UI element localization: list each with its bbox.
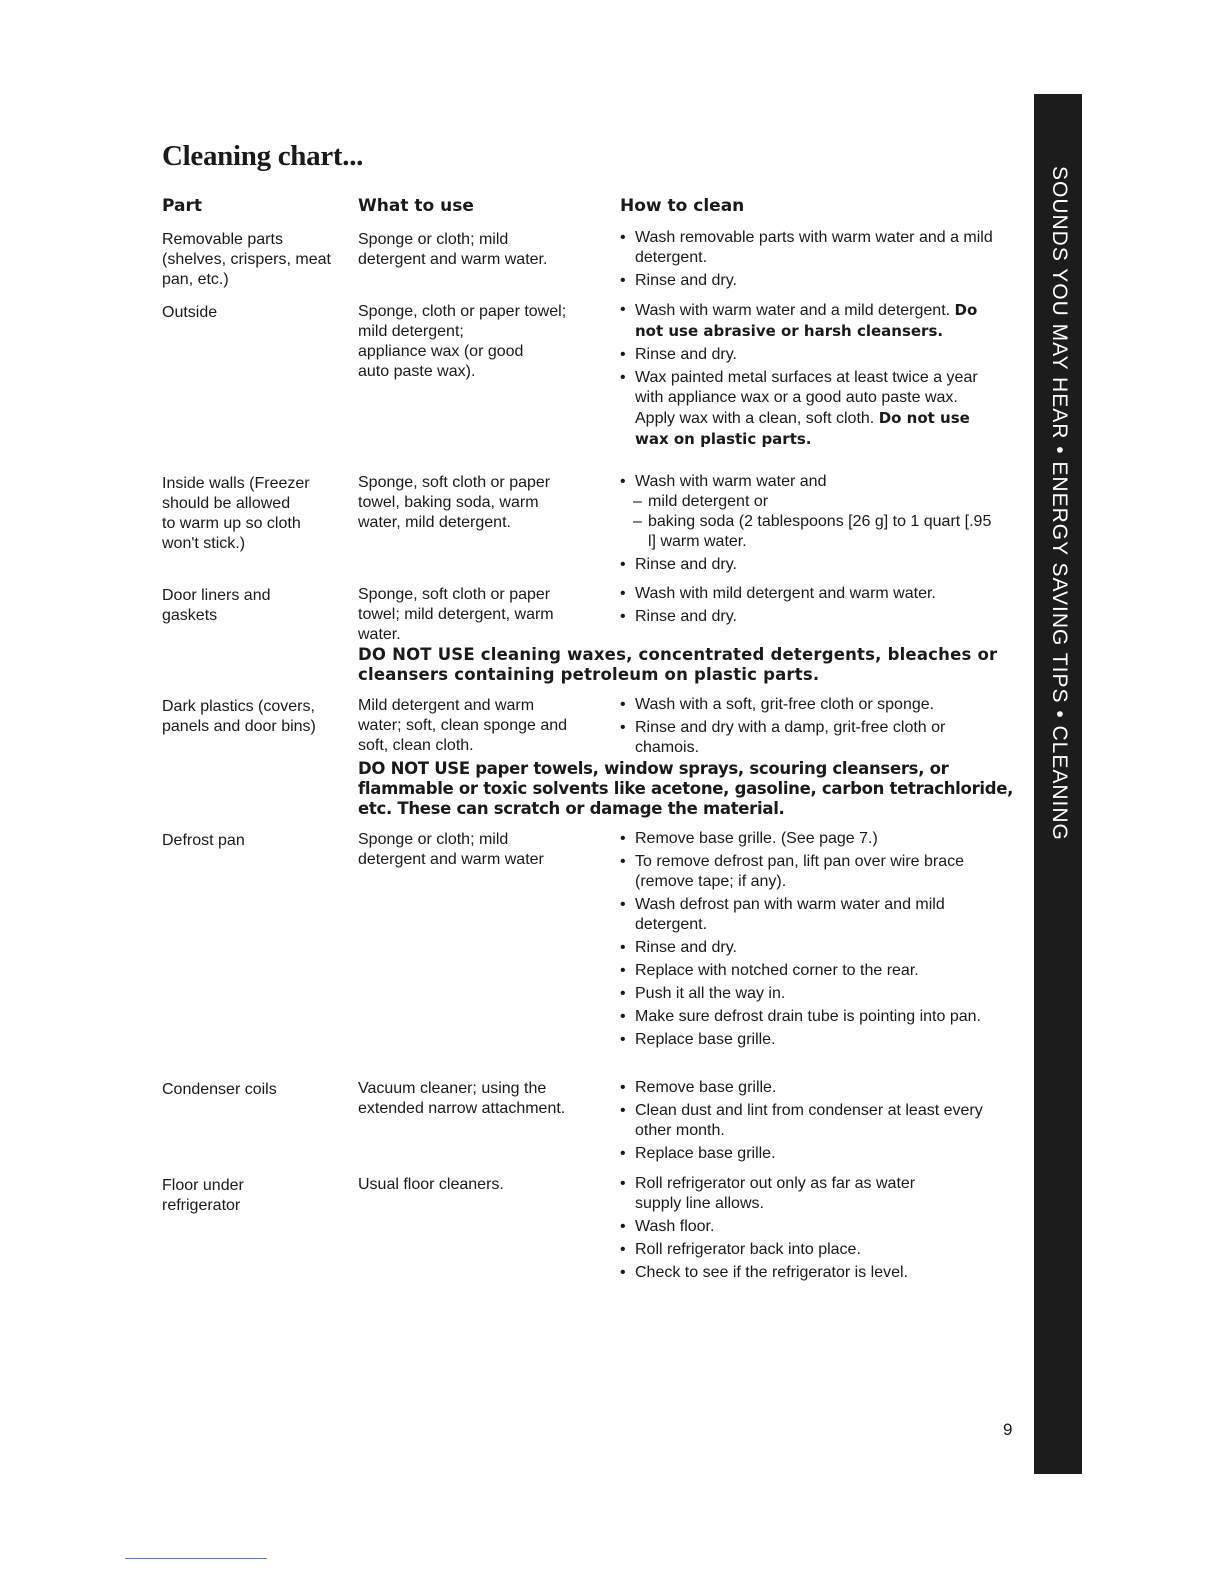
list-item: • Clean dust and lint from condenser at least every other month. — [620, 1101, 985, 1141]
column-header-part: Part — [162, 196, 202, 216]
how-outside — [620, 300, 1000, 453]
list-item: • Wash removable parts with warm water and a mild detergent. — [620, 228, 1000, 268]
part-outside: Outside — [162, 304, 218, 321]
how-door-liners — [620, 584, 1000, 630]
how-removable-parts — [620, 228, 1000, 294]
list-item: • Rinse and dry. — [620, 555, 1000, 575]
use-condenser-coils: Vacuum cleaner; using the extended narrow attachment. — [358, 1080, 566, 1117]
list-item: • Roll refrigerator back into place. — [620, 1240, 965, 1260]
list-item: • Wax painted metal surfaces at least twice a year with appliance wax or a good auto paste wax. Apply wax with a clean, soft cloth. Do not use wax on plastic parts. — [620, 368, 1000, 450]
part-door-liners: Door liners and gaskets — [162, 587, 271, 624]
column-header-how-to-clean: How to clean — [620, 196, 745, 216]
how-defrost-pan — [620, 829, 985, 1053]
footer-rule — [125, 1558, 267, 1559]
section-tab-label: SOUNDS YOU MAY HEAR • ENERGY SAVING TIPS • CLEANING — [1048, 166, 1071, 841]
list-item: • Rinse and dry. — [620, 938, 985, 958]
warning-plastic-parts: DO NOT USE cleaning waxes, concentrated detergents, bleaches or cleansers containing petroleum on plastic parts. — [358, 645, 998, 684]
how-floor-under-refrigerator — [620, 1174, 965, 1286]
list-item: • Rinse and dry with a damp, grit-free cloth or chamois. — [620, 718, 1000, 758]
column-header-what-to-use: What to use — [358, 196, 474, 216]
use-defrost-pan: Sponge or cloth; mild detergent and warm water — [358, 831, 544, 868]
list-item: • Rinse and dry. — [620, 345, 1000, 365]
use-outside: Sponge, cloth or paper towel; mild detergent; appliance wax (or good auto paste wax). — [358, 303, 567, 380]
list-item: • To remove defrost pan, lift pan over wire brace (remove tape; if any). — [620, 852, 985, 892]
use-removable-parts: Sponge or cloth; mild detergent and warm water. — [358, 231, 548, 268]
part-dark-plastics: Dark plastics (covers, panels and door bins) — [162, 698, 316, 735]
list-item: • Check to see if the refrigerator is level. — [620, 1263, 965, 1283]
part-removable-parts: Removable parts (shelves, crispers, meat pan, etc.) — [162, 231, 331, 288]
list-item: • Push it all the way in. — [620, 984, 985, 1004]
list-item: • Replace with notched corner to the rear. — [620, 961, 985, 981]
how-dark-plastics — [620, 695, 1000, 761]
part-condenser-coils: Condenser coils — [162, 1081, 277, 1098]
list-item: • Rinse and dry. — [620, 271, 1000, 291]
list-item: • Wash with mild detergent and warm water. — [620, 584, 1000, 604]
list-item: • Replace base grille. — [620, 1030, 985, 1050]
list-item: • Remove base grille. — [620, 1078, 985, 1098]
list-item: • Roll refrigerator out only as far as water supply line allows. — [620, 1174, 965, 1214]
page-title: Cleaning chart... — [162, 140, 364, 172]
use-floor-under-refrigerator: Usual floor cleaners. — [358, 1176, 504, 1193]
part-inside-walls: Inside walls (Freezer should be allowed to warm up so cloth won't stick.) — [162, 475, 310, 552]
list-item: • Wash with warm water and a mild detergent. Do not use abrasive or harsh cleansers. — [620, 300, 1000, 342]
list-item: • Wash floor. — [620, 1217, 965, 1237]
part-defrost-pan: Defrost pan — [162, 832, 245, 849]
page-number: 9 — [1003, 1420, 1013, 1439]
list-item: • Rinse and dry. — [620, 607, 1000, 627]
use-dark-plastics: Mild detergent and warm water; soft, clean sponge and soft, clean cloth. — [358, 697, 568, 754]
warning-dark-plastics: DO NOT USE paper towels, window sprays, scouring cleansers, or flammable or toxic solvents like acetone, gasoline, carbon tetrachloride, etc. These can scratch or damage the material. — [358, 759, 1014, 818]
list-item: • Wash with a soft, grit-free cloth or sponge. — [620, 695, 1000, 715]
list-item: • Remove base grille. (See page 7.) — [620, 829, 985, 849]
list-item: • Wash defrost pan with warm water and mild detergent. — [620, 895, 985, 935]
use-inside-walls: Sponge, soft cloth or paper towel, baking soda, warm water, mild detergent. — [358, 474, 551, 531]
how-condenser-coils — [620, 1078, 985, 1167]
how-inside-walls — [620, 472, 1000, 578]
list-item: • Make sure defrost drain tube is pointing into pan. — [620, 1007, 985, 1027]
part-floor-under-refrigerator: Floor under refrigerator — [162, 1177, 244, 1214]
list-item: – baking soda (2 tablespoons [26 g] to 1 quart [.95 l] warm water. — [620, 512, 1000, 552]
list-item: – mild detergent or — [620, 492, 1000, 512]
list-item: • Wash with warm water and — [620, 473, 827, 490]
use-door-liners: Sponge, soft cloth or paper towel; mild detergent, warm water. — [358, 586, 554, 643]
list-item: • Replace base grille. — [620, 1144, 985, 1164]
